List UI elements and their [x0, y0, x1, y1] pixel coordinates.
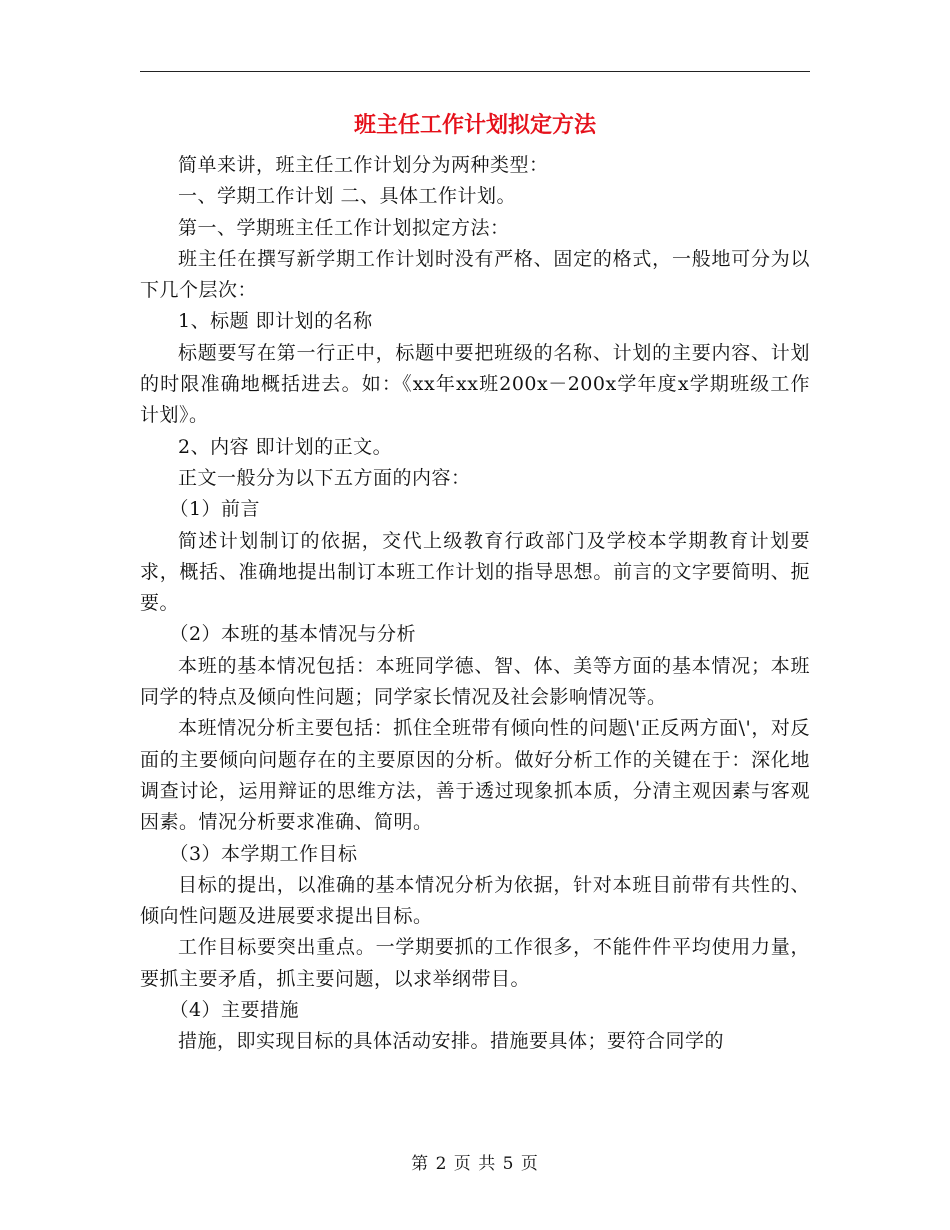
paragraph: 标题要写在第一行正中，标题中要把班级的名称、计划的主要内容、计划的时限准确地概括进去。如：《xx年xx班200x－200x学年度x学期班级工作计划》。: [140, 341, 810, 427]
subsection-heading: （1）前言: [169, 498, 261, 521]
subsection-heading: （3）本学期工作目标: [169, 842, 358, 865]
header-rule: [140, 71, 810, 72]
paragraph: 简单来讲，班主任工作计划分为两种类型：: [178, 154, 549, 176]
document-body: [140, 150, 810, 1058]
section-heading: 2、内容 即计划的正文。: [178, 435, 393, 458]
paragraph: 目标的提出，以准确的基本情况分析为依据，针对本班目前带有共性的、倾向性问题及进展要求提出目标。: [140, 873, 810, 928]
section-heading: 1、标题 即计划的名称: [178, 310, 373, 333]
subsection-heading: （4）主要措施: [169, 999, 300, 1022]
paragraph: 措施，即实现目标的具体活动安排。措施要具体；要符合同学的: [178, 1030, 725, 1053]
document-title: 班主任工作计划拟定方法: [353, 113, 596, 138]
paragraph: 工作目标要突出重点。一学期要抓的工作很多，不能件件平均使用力量，要抓主要矛盾，抓主要问题，以求举纲带目。: [140, 936, 810, 990]
paragraph: 简述计划制订的依据，交代上级教育行政部门及学校本学期教育计划要求，概括、准确地提出制订本班工作计划的指导思想。前言的文字要简明、扼要。: [140, 529, 810, 615]
paragraph: 一、学期工作计划 二、具体工作计划。: [178, 185, 517, 208]
subsection-heading: （2）本班的基本情况与分析: [169, 623, 417, 646]
paragraph: 本班情况分析主要包括：抓住全班带有倾向性的问题\'正反两方面\'，对反面的主要倾向问题存在的主要原因的分析。做好分析工作的关键在于：深化地调查讨论，运用辩证的思维方法，善于透过现象抓本质，分清主观因素与客观因素。情况分析要求准确、简明。: [140, 717, 810, 834]
paragraph: 正文一般分为以下五方面的内容：: [178, 466, 471, 489]
paragraph: 第一、学期班主任工作计划拟定方法：: [178, 216, 510, 239]
paragraph: 本班的基本情况包括：本班同学德、智、体、美等方面的基本情况；本班同学的特点及倾向性问题；同学家长情况及社会影响情况等。: [140, 654, 810, 709]
paragraph: 班主任在撰写新学期工作计划时没有严格、固定的格式，一般地可分为以下几个层次：: [140, 247, 810, 302]
page-number-footer: 第 2 页 共 5 页: [411, 1154, 539, 1174]
